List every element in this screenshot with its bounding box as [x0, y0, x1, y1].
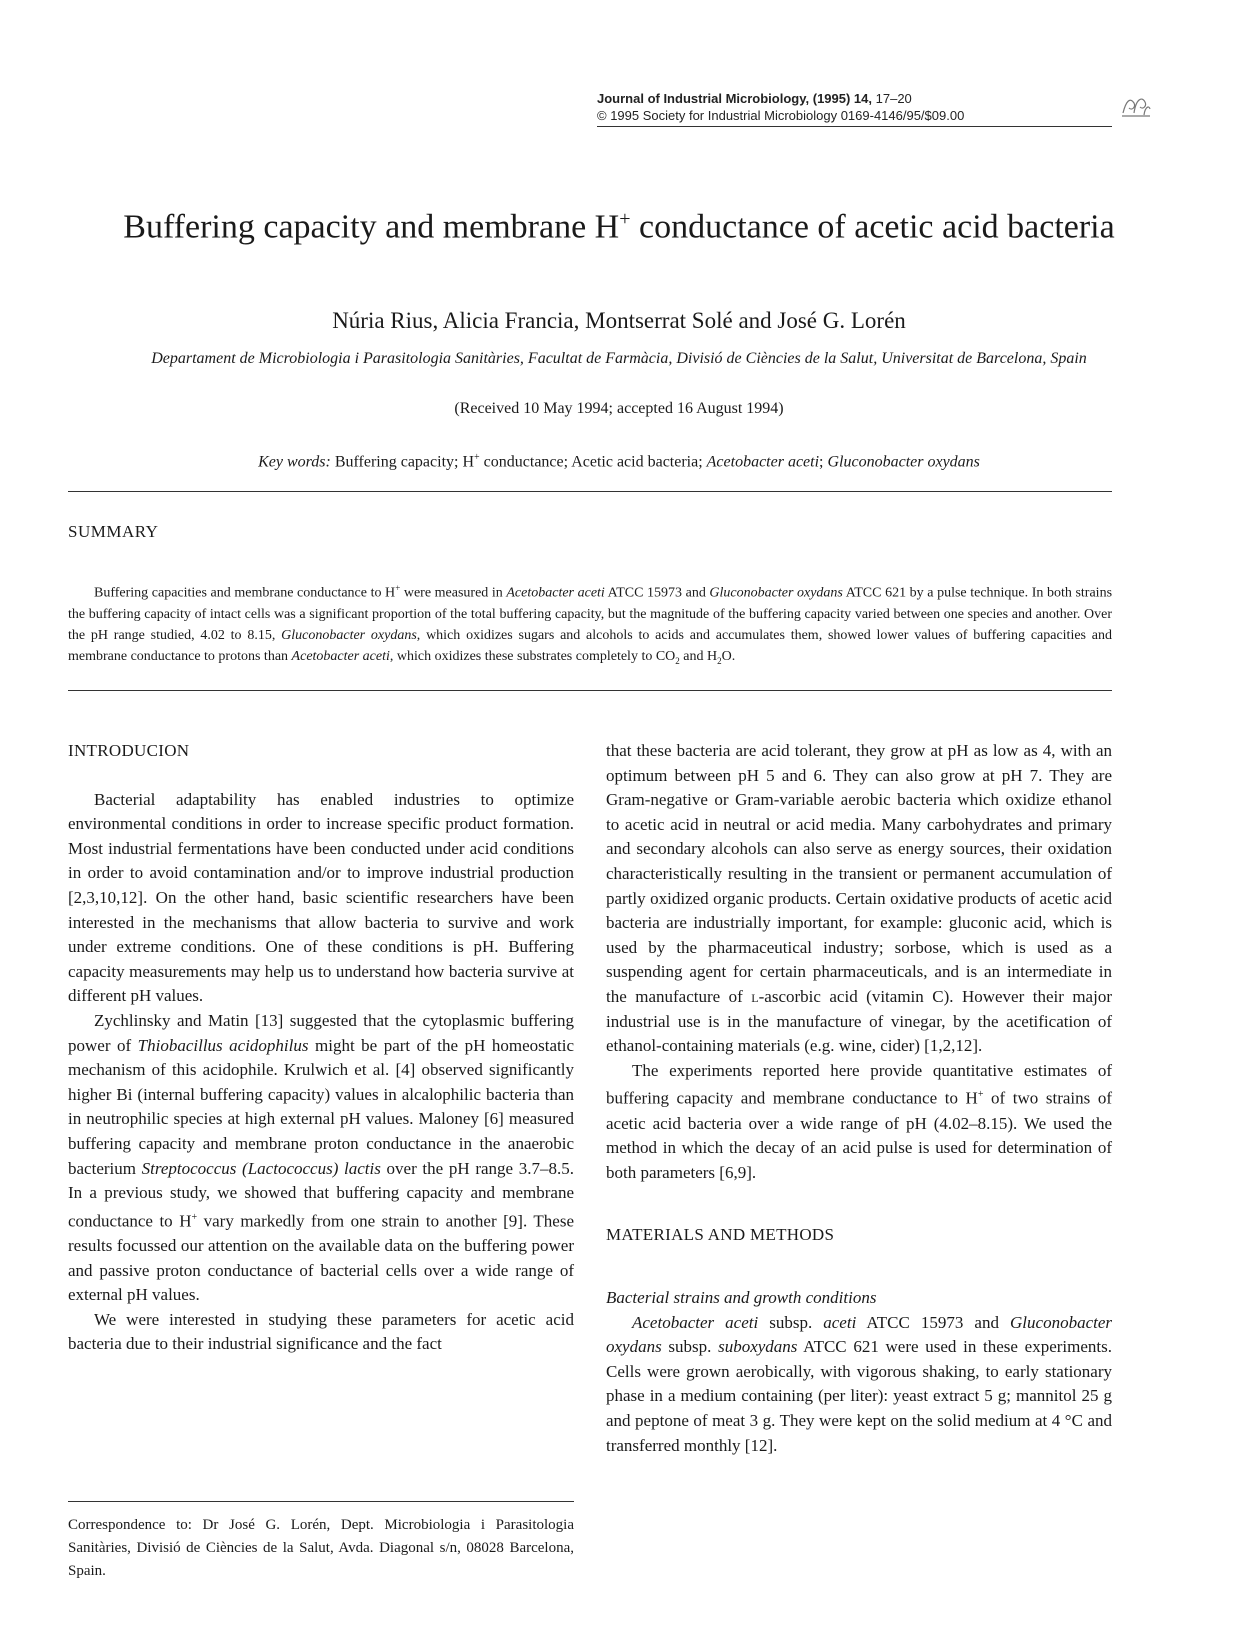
right-paragraph-3: Acetobacter aceti subsp. aceti ATCC 15973 and Gluconobacter oxydans subsp. suboxydans ATCC 621 were used in these experiments. Cells were grown aerobically, with vigorous shaking, to early stationary phase in a medium containing (per liter): yeast extract 5 g; mannitol 25 g and peptone of meat 3 g. They were kept on the solid medium at 4 °C and transferred monthly [12].	[606, 1312, 1113, 1455]
right-paragraph-2: The experiments reported here provide quantitative estimates of buffering capacity and membrane conductance to H+ of two strains of acetic acid bacteria over a wide range of pH (4.02–8.15). We used the method in which the decay of an acid pulse is used for determination of both parameters [6,9].	[606, 1060, 1112, 1182]
paper-title: Buffering capacity and membrane H+ conductance of acetic acid bacteria	[123, 208, 1115, 246]
copyright-line: © 1995 Society for Industrial Microbiology 0169-4146/95/$09.00	[597, 108, 965, 123]
right-column	[606, 739, 1112, 1458]
intro-paragraph-2: Zychlinsky and Matin [13] suggested that the cytoplasmic buffering power of Thiobacillus acidophilus might be part of the pH homeostatic mechanism of this acidophile. Krulwich et al. [4] observed significantly higher Bi (internal buffering capacity) values in alcalophilic bacteria than in neutrophilic species at high external pH values. Maloney [6] measured buffering capacity and membrane proton conductance in the anaerobic bacterium Streptococcus (Lactococcus) lactis over the pH range 3.7–8.5. In a previous study, we showed that buffering capacity and membrane conductance to H+ vary markedly from one strain to another [9]. These results focussed our attention on the available data on the buffering power and passive proton conductance of bacterial cells over a wide range of external pH values.	[68, 1010, 575, 1305]
left-column	[68, 739, 574, 1357]
authors: Núria Rius, Alicia Francia, Montserrat Solé and José G. Lorén	[332, 308, 906, 333]
journal-pages: 17–20	[875, 91, 912, 106]
methods-heading: MATERIALS AND METHODS	[606, 1225, 835, 1245]
right-paragraph-1: that these bacteria are acid tolerant, they grow at pH as low as 4, with an optimum between pH 5 and 6. They can also grow at pH 7. They are Gram-negative or Gram-variable aerobic bacteria which oxidize ethanol to acetic acid in neutral or acid media. Many carbohydrates and primary and secondary alcohols can also serve as energy sources, their oxidation characteristically resulting in the transient or permanent accumulation of partly oxidized organic products. Certain oxidative products of acetic acid bacteria are industrially important, for example: gluconic acid, which is used by the pharmaceutical industry; sorbose, which is used as a suspending agent for certain pharmaceuticals, and is an intermediate in the manufacture of l-ascorbic acid (vitamin C). However their major industrial use is in the manufacture of vinegar, by the acetification of ethanol-containing materials (e.g. wine, cider) [1,2,12].	[606, 741, 1112, 1056]
received-dates: (Received 10 May 1994; accepted 16 August 1994)	[454, 400, 784, 417]
keywords: Key words: Buffering capacity; H+ conductance; Acetic acid bacteria; Acetobacter aceti; Gluconobacter oxydans	[258, 452, 980, 471]
affiliation: Departament de Microbiologia i Parasitologia Sanitàries, Facultat de Farmàcia, Divisió de Ciències de la Salut, Universitat de Barcelona, Spain	[151, 350, 1087, 367]
summary-text: Buffering capacities and membrane conductance to H+ were measured in Acetobacter aceti ATCC 15973 and Gluconobacter oxydans ATCC 621 by a pulse technique. In both strains the buffering capacity of intact cells was a significant proportion of the total buffering capacity, but the magnitude of the buffering capacity varied between one species and another. Over the pH range studied, 4.02 to 8.15, Gluconobacter oxydans, which oxidizes sugars and alcohols to acids and accumulates them, showed lower values of buffering capacities and membrane conductance to protons than Acetobacter aceti, which oxidizes these substrates completely to $CO_2$ and $H_2O$.	[68, 583, 1113, 666]
publisher-logo-icon	[1120, 93, 1152, 119]
subsection-heading: Bacterial strains and growth conditions	[606, 1287, 877, 1307]
summary-heading: SUMMARY	[68, 522, 159, 541]
intro-heading: INTRODUCION	[68, 741, 190, 760]
correspondence-footnote: Correspondence to: Dr José G. Lorén, Dept. Microbiologia i Parasitologia Sanitàries, Divisió de Ciències de la Salut, Avda. Diagonal s/n, 08028 Barcelona, Spain.	[68, 1517, 574, 1579]
divider-bottom	[68, 690, 1112, 691]
journal-header	[597, 90, 964, 124]
header-rule	[597, 126, 1112, 127]
journal-issue: (1995) 14,	[812, 91, 872, 106]
divider-top	[68, 491, 1112, 492]
journal-name: Journal of Industrial Microbiology,	[597, 91, 810, 106]
footnote-rule	[68, 1501, 574, 1502]
intro-paragraph-3: We were interested in studying these parameters for acetic acid bacteria due to their industrial significance and the fact	[68, 1309, 574, 1354]
intro-paragraph-1: Bacterial adaptability has enabled industries to optimize environmental conditions in order to increase specific product formation. Most industrial fermentations have been conducted under acid conditions in order to avoid contamination and/or to improve industrial production [2,3,10,12]. On the other hand, basic scientific researchers have been interested in the mechanisms that allow bacteria to survive and work under extreme conditions. One of these conditions is pH. Buffering capacity measurements may help us to understand how bacteria survive at different pH values.	[68, 789, 574, 1006]
